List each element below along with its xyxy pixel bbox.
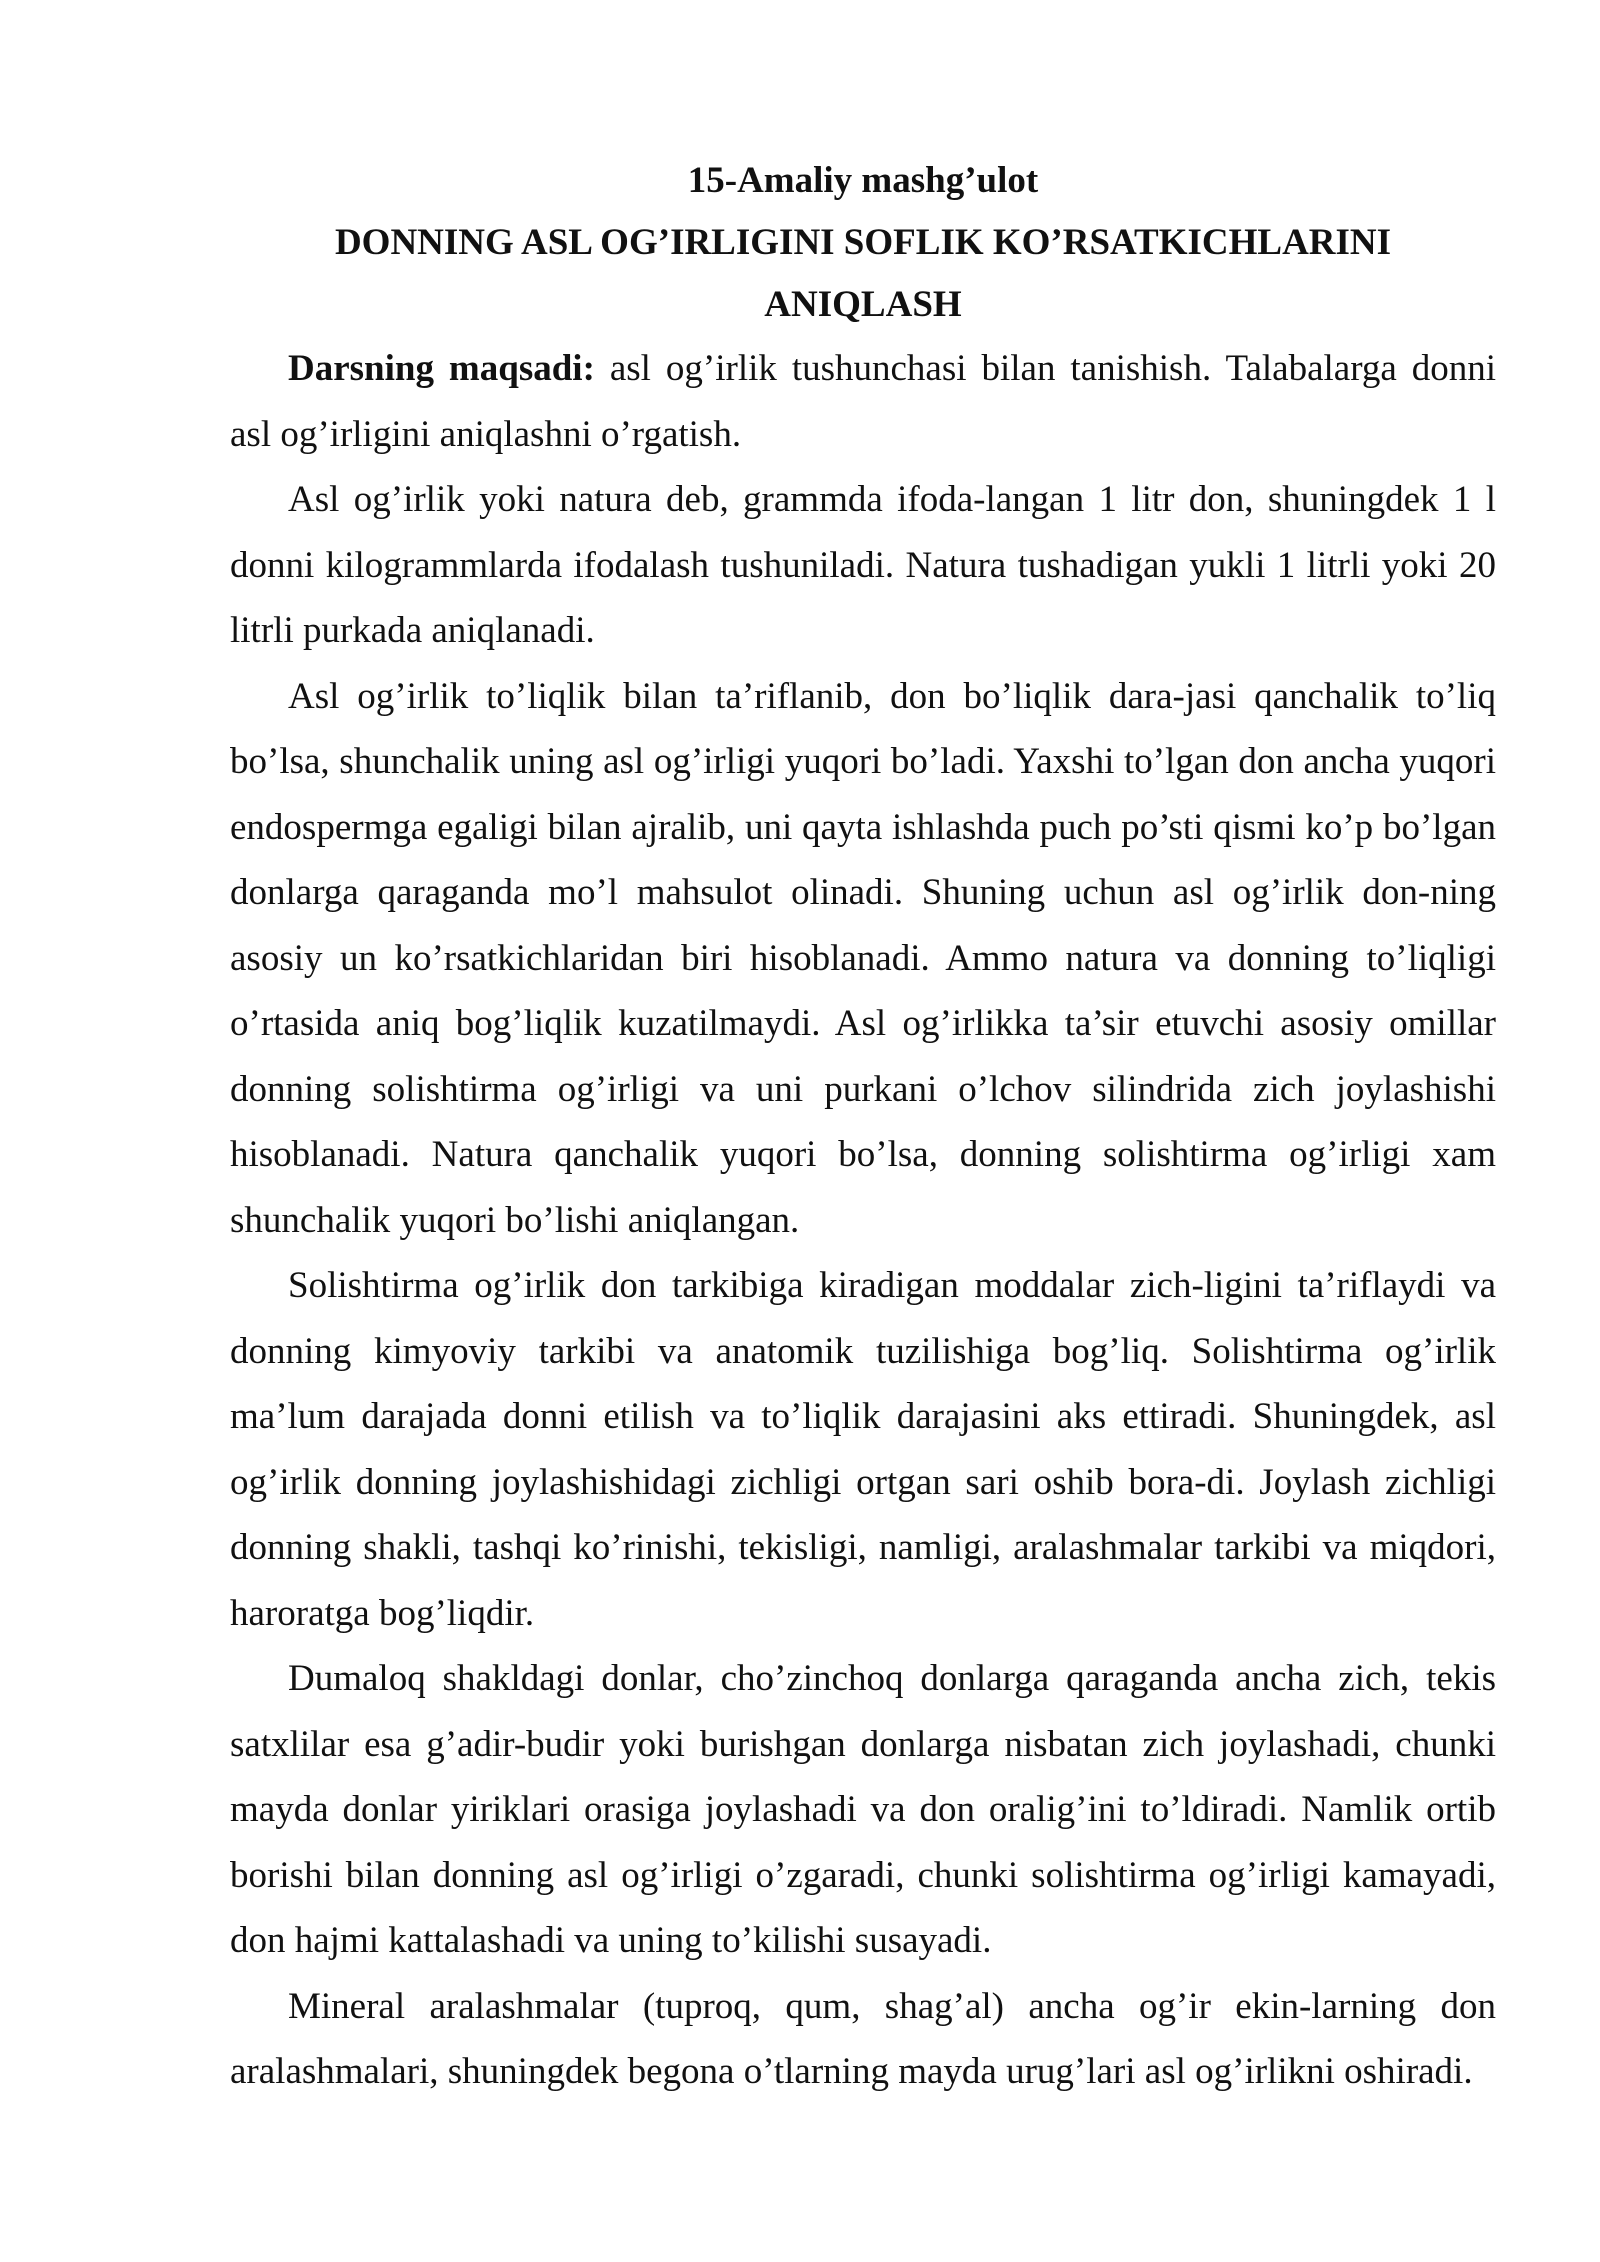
paragraph-5: Mineral aralashmalar (tuproq, qum, shag’al) ancha og’ir ekin-larning don aralashmalari, shuningdek begona o’tlarning mayda urug’lari asl og’irlikni oshiradi. xyxy=(230,1985,1496,2092)
document-page xyxy=(230,150,1496,2105)
purpose-label: Darsning maqsadi: xyxy=(288,348,595,389)
document-title: DONNING ASL OG’IRLIGINI SOFLIK KO’RSATKICHLARINI ANIQLASH xyxy=(334,222,1392,325)
paragraph-2: Asl og’irlik to’liqlik bilan ta’riflanib, don bo’liqlik dara-jasi qanchalik to’liq bo’lsa, shunchalik uning asl og’irligi yuqori bo’ladi. Yaxshi to’lgan don ancha yuqori endospermga egaligi bilan ajralib, uni qayta ishlashda puch po’sti qismi ko’p bo’lgan donlarga qaraganda mo’l mahsulot olinadi. Shuning uchun asl og’irlik don-ning asosiy un ko’rsatkichlaridan biri hisoblanadi. Ammo natura va donning to’liqligi o’rtasida aniq bog’liqlik kuzatilmaydi. Asl og’irlikka ta’sir etuvchi asosiy omillar donning solishtirma og’irligi va uni purkani o’lchov silindrida zich joylashishi hisoblanadi. Natura qanchalik yuqori bo’lsa, donning solishtirma og’irligi xam shunchalik yuqori bo’lishi aniqlangan. xyxy=(230,675,1496,1241)
purpose-text: asl og’irlik tushunchasi bilan tanishish. Talabalarga donni asl og’irligini aniqlashni o’rgatish. xyxy=(230,348,1497,455)
paragraph-1: Asl og’irlik yoki natura deb, grammda ifoda-langan 1 litr don, shuningdek 1 l donni kilogrammlarda ifodalash tushuniladi. Natura tushadigan yukli 1 litrli yoki 20 litrli purkada aniqlanadi. xyxy=(230,479,1496,651)
purpose-paragraph xyxy=(230,336,1496,467)
paragraph-3: Solishtirma og’irlik don tarkibiga kiradigan moddalar zich-ligini ta’riflaydi va donning kimyoviy tarkibi va anatomik tuzilishiga bog’liq. Solishtirma og’irlik ma’lum darajada donni etilish va to’liqlik darajasini aks ettiradi. Shuningdek, asl og’irlik donning joylashishidagi zichligi ortgan sari oshib bora-di. Joylash zichligi donning shakli, tashqi ko’rinishi, tekisligi, namligi, aralashmalar tarkibi va miqdori, haroratga bog’liqdir. xyxy=(230,1265,1496,1634)
paragraph-4: Dumaloq shakldagi donlar, cho’zinchoq donlarga qaraganda ancha zich, tekis satxlilar esa g’adir-budir yoki burishgan donlarga nisbatan zich joylashadi, chunki mayda donlar yiriklari orasiga joylashadi va don oralig’ini to’ldiradi. Namlik ortib borishi bilan donning asl og’irligi o’zgaradi, chunki solishtirma og’irligi kamayadi, don hajmi kattalashadi va uning to’kilishi susayadi. xyxy=(230,1658,1496,1961)
lesson-label: 15-Amaliy mashg’ulot xyxy=(687,160,1039,201)
